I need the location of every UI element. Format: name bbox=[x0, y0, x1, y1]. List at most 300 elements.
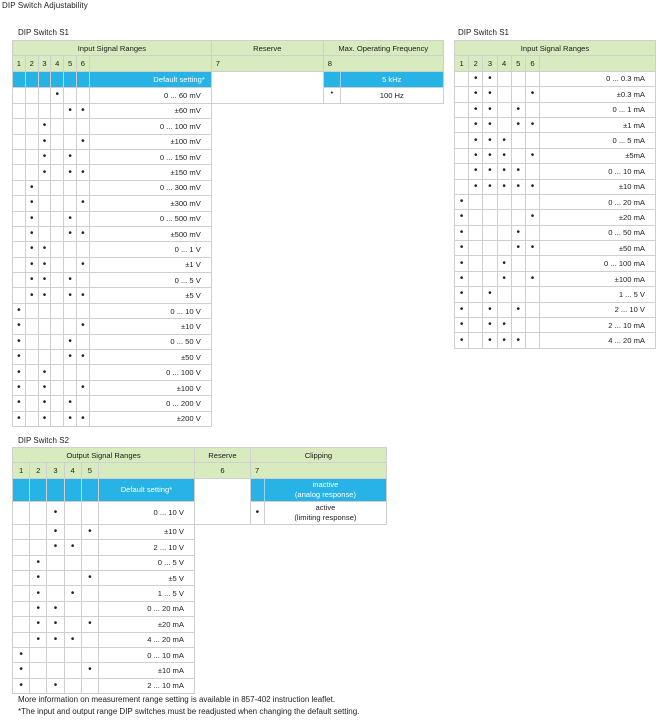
switch-dot: • bbox=[13, 303, 26, 318]
switch-dot: • bbox=[76, 411, 89, 426]
switch-dot: • bbox=[81, 524, 98, 539]
range-value: ±150 mV bbox=[89, 165, 211, 180]
switch-dot: • bbox=[81, 617, 98, 632]
empty-cell bbox=[211, 196, 323, 211]
switch-dot: • bbox=[483, 117, 497, 132]
s1-right-range-row bbox=[455, 225, 656, 240]
switch-dot: • bbox=[64, 632, 81, 647]
switch-dot: • bbox=[38, 380, 51, 395]
switch-dot bbox=[455, 87, 469, 102]
switch-dot: • bbox=[483, 333, 497, 348]
switch-dot: • bbox=[455, 287, 469, 302]
empty-cell bbox=[211, 149, 323, 164]
s1-left-range-row bbox=[13, 211, 444, 226]
switch-dot bbox=[13, 134, 26, 149]
range-value: ±100 V bbox=[89, 380, 211, 395]
switch-dot bbox=[455, 102, 469, 117]
switch-dot bbox=[51, 257, 64, 272]
default-cell bbox=[81, 478, 98, 501]
s1-left-range-row bbox=[13, 303, 444, 318]
switch-dot bbox=[25, 319, 38, 334]
switch-dot bbox=[76, 334, 89, 349]
range-value: 0 ... 200 V bbox=[89, 396, 211, 411]
empty-cell bbox=[250, 632, 264, 647]
switch-dot bbox=[525, 225, 539, 240]
range-value: 0 ... 100 V bbox=[89, 365, 211, 380]
empty-cell bbox=[323, 303, 443, 318]
switch-dot: • bbox=[525, 87, 539, 102]
empty-cell bbox=[211, 288, 323, 303]
empty-cell bbox=[323, 365, 443, 380]
freq-option-value: 100 Hz bbox=[379, 90, 404, 100]
empty-cell bbox=[264, 632, 386, 647]
range-value: 2 ... 10 mA bbox=[98, 678, 194, 693]
switch-dot bbox=[64, 119, 77, 134]
switch-dot: • bbox=[13, 647, 30, 662]
switch-dot bbox=[30, 501, 47, 524]
switch-dot bbox=[13, 165, 26, 180]
switch-dot bbox=[64, 319, 77, 334]
range-value: ±5 V bbox=[89, 288, 211, 303]
s1-right-table bbox=[454, 40, 656, 349]
switch-number: 2 bbox=[30, 463, 47, 478]
switch-dot bbox=[51, 211, 64, 226]
switch-dot bbox=[13, 617, 30, 632]
switch-dot bbox=[51, 196, 64, 211]
switch-dot: • bbox=[469, 164, 483, 179]
empty-cell bbox=[323, 334, 443, 349]
switch-dot bbox=[64, 380, 77, 395]
switch-number: 4 bbox=[51, 56, 64, 71]
switch-dot bbox=[455, 179, 469, 194]
default-cell bbox=[47, 478, 64, 501]
s2-table bbox=[12, 447, 387, 694]
s1-right-range-row bbox=[455, 271, 656, 286]
range-value: 0 ... 10 mA bbox=[98, 647, 194, 662]
switch-dot: • bbox=[81, 663, 98, 678]
switch-dot: • bbox=[38, 273, 51, 288]
switch-dot: • bbox=[483, 164, 497, 179]
switch-dot bbox=[38, 211, 51, 226]
empty-cell bbox=[211, 134, 323, 149]
range-value: 1 ... 5 V bbox=[98, 586, 194, 601]
empty-cell bbox=[323, 196, 443, 211]
switch-dot bbox=[30, 524, 47, 539]
s1-left-caption: DIP Switch S1 bbox=[18, 28, 69, 37]
clipping-header: Clipping bbox=[250, 448, 386, 463]
empty-cell bbox=[323, 211, 443, 226]
switch-number: 5 bbox=[511, 56, 525, 71]
s1-right-range-row bbox=[455, 133, 656, 148]
switch-dot bbox=[81, 632, 98, 647]
switch-dot bbox=[511, 287, 525, 302]
range-value: 0 ... 50 mA bbox=[540, 225, 656, 240]
switch-dot bbox=[76, 365, 89, 380]
empty-cell bbox=[250, 678, 264, 693]
switch-dot: • bbox=[76, 103, 89, 118]
switch-dot: • bbox=[511, 302, 525, 317]
switch-dot: • bbox=[30, 570, 47, 585]
switch-dot bbox=[25, 87, 38, 103]
switch-dot: • bbox=[497, 148, 511, 163]
s1-left-range-row bbox=[13, 242, 444, 257]
range-value: ±5 V bbox=[98, 570, 194, 585]
switch-dot: • bbox=[76, 350, 89, 365]
switch-dot: • bbox=[483, 133, 497, 148]
switch-dot bbox=[25, 380, 38, 395]
switch-number: 3 bbox=[38, 56, 51, 71]
empty-cell bbox=[211, 165, 323, 180]
empty-cell bbox=[211, 242, 323, 257]
empty-cell bbox=[194, 570, 250, 585]
switch-dot bbox=[81, 501, 98, 524]
reserve-cell bbox=[194, 478, 250, 524]
range-value: 0 ... 300 mV bbox=[89, 180, 211, 195]
switch-dot bbox=[525, 256, 539, 271]
empty-cell bbox=[323, 180, 443, 195]
switch-dot bbox=[455, 117, 469, 132]
clip-option-line: inactive bbox=[312, 480, 339, 490]
switch-dot bbox=[455, 71, 469, 86]
switch-dot: • bbox=[469, 148, 483, 163]
empty-cell bbox=[323, 134, 443, 149]
switch-dot: • bbox=[469, 117, 483, 132]
range-value: ±100 mA bbox=[540, 271, 656, 286]
s1-right-range-row bbox=[455, 256, 656, 271]
s2-range-row bbox=[13, 586, 387, 601]
switch-dot: • bbox=[483, 102, 497, 117]
switch-dot: • bbox=[25, 273, 38, 288]
clip-option-line: active bbox=[315, 503, 336, 513]
switch-dot: • bbox=[25, 257, 38, 272]
s1-left-range-row bbox=[13, 196, 444, 211]
empty-cell bbox=[250, 601, 264, 616]
switch-dot bbox=[13, 226, 26, 241]
switch-dot bbox=[525, 71, 539, 86]
default-cell bbox=[64, 478, 81, 501]
switch-dot: • bbox=[38, 257, 51, 272]
switch-dot bbox=[64, 196, 77, 211]
switch-number: 6 bbox=[76, 56, 89, 71]
switch-dot: • bbox=[30, 617, 47, 632]
switch-dot bbox=[25, 396, 38, 411]
switch-dot bbox=[455, 133, 469, 148]
switch-dot bbox=[13, 524, 30, 539]
empty-cell bbox=[211, 273, 323, 288]
switch-dot bbox=[25, 134, 38, 149]
switch-number: 3 bbox=[483, 56, 497, 71]
switch-dot bbox=[51, 134, 64, 149]
s1-right-range-row bbox=[455, 179, 656, 194]
switch-dot: • bbox=[38, 365, 51, 380]
empty-cell bbox=[250, 586, 264, 601]
empty-cell bbox=[211, 350, 323, 365]
empty-cell bbox=[264, 678, 386, 693]
s2-sheet bbox=[12, 447, 387, 694]
empty-cell bbox=[211, 396, 323, 411]
switch-dot: • bbox=[64, 149, 77, 164]
switch-dot: • bbox=[483, 71, 497, 86]
empty-cell bbox=[211, 319, 323, 334]
range-value: 0 ... 5 mA bbox=[540, 133, 656, 148]
switch-dot bbox=[25, 119, 38, 134]
switch-dot bbox=[13, 586, 30, 601]
range-value: 2 ... 10 V bbox=[98, 540, 194, 555]
switch-dot bbox=[469, 194, 483, 209]
switch-dot bbox=[81, 586, 98, 601]
s1-right-range-row bbox=[455, 333, 656, 348]
switch-dot: • bbox=[511, 179, 525, 194]
switch-dot bbox=[497, 194, 511, 209]
switch-dot: • bbox=[497, 256, 511, 271]
switch-dot bbox=[13, 555, 30, 570]
switch-dot bbox=[25, 103, 38, 118]
switch-dot bbox=[64, 365, 77, 380]
empty-cell bbox=[211, 334, 323, 349]
switch-dot bbox=[51, 396, 64, 411]
switch-dot: • bbox=[25, 211, 38, 226]
empty-cell bbox=[323, 257, 443, 272]
s1-left-range-row bbox=[13, 350, 444, 365]
range-value: ±1 mA bbox=[540, 117, 656, 132]
empty-cell bbox=[211, 103, 323, 118]
switch-dot: • bbox=[455, 210, 469, 225]
switch-dot: • bbox=[469, 87, 483, 102]
range-value: ±50 mA bbox=[540, 241, 656, 256]
s1-right-range-row bbox=[455, 241, 656, 256]
empty-cell bbox=[323, 380, 443, 395]
empty-cell bbox=[323, 103, 443, 118]
switch-dot: • bbox=[38, 411, 51, 426]
switch-dot bbox=[497, 87, 511, 102]
switch-dot bbox=[47, 663, 64, 678]
range-value: ±20 mA bbox=[540, 210, 656, 225]
switch-number: 5 bbox=[64, 56, 77, 71]
switch-dot: • bbox=[30, 586, 47, 601]
switch-number: 3 bbox=[47, 463, 64, 478]
switch-dot bbox=[25, 149, 38, 164]
switch-dot bbox=[13, 632, 30, 647]
s1-left-range-row bbox=[13, 226, 444, 241]
switch-dot bbox=[483, 271, 497, 286]
switch-dot: • bbox=[525, 179, 539, 194]
s1-right-range-row bbox=[455, 318, 656, 333]
empty-cell bbox=[264, 540, 386, 555]
s2-range-row bbox=[13, 617, 387, 632]
s1-right-range-row bbox=[455, 287, 656, 302]
s2-default-row bbox=[13, 478, 387, 501]
switch-dot bbox=[81, 540, 98, 555]
switch-dot: • bbox=[76, 196, 89, 211]
switch-dot: • bbox=[525, 210, 539, 225]
s1-right-range-row bbox=[455, 164, 656, 179]
switch-dot: • bbox=[76, 226, 89, 241]
range-value: 0 ... 500 mV bbox=[89, 211, 211, 226]
switch-dot bbox=[51, 226, 64, 241]
switch-number: 2 bbox=[25, 56, 38, 71]
switch-dot bbox=[51, 165, 64, 180]
switch-dot: • bbox=[64, 411, 77, 426]
s1-left-range-row bbox=[13, 103, 444, 118]
switch-dot bbox=[483, 241, 497, 256]
clip-option-dot bbox=[250, 478, 264, 501]
empty-cell bbox=[250, 540, 264, 555]
empty-cell bbox=[323, 149, 443, 164]
switch-dot: • bbox=[64, 334, 77, 349]
switch-dot: • bbox=[81, 570, 98, 585]
s2-range-row bbox=[13, 678, 387, 693]
switch-dot bbox=[51, 119, 64, 134]
s1-right-range-row bbox=[455, 194, 656, 209]
switch-dot bbox=[497, 210, 511, 225]
empty-cell bbox=[211, 380, 323, 395]
clip-option-line: (limiting response) bbox=[294, 512, 357, 522]
switch-dot: • bbox=[483, 318, 497, 333]
switch-dot: • bbox=[38, 119, 51, 134]
range-value: 0 ... 10 mA bbox=[540, 164, 656, 179]
range-value: 0 ... 5 V bbox=[89, 273, 211, 288]
empty-cell bbox=[194, 678, 250, 693]
switch-number: 4 bbox=[497, 56, 511, 71]
empty-cell bbox=[211, 365, 323, 380]
switch-dot: • bbox=[483, 287, 497, 302]
switch-dot: • bbox=[64, 165, 77, 180]
empty-cell bbox=[323, 350, 443, 365]
switch-dot: • bbox=[13, 663, 30, 678]
s1-left-range-row bbox=[13, 257, 444, 272]
switch-dot: • bbox=[47, 617, 64, 632]
switch-dot bbox=[38, 180, 51, 195]
freq-switch-number: 8 bbox=[323, 56, 443, 71]
switch-dot bbox=[525, 133, 539, 148]
switch-dot: • bbox=[455, 194, 469, 209]
switch-dot: • bbox=[76, 319, 89, 334]
switch-dot bbox=[511, 210, 525, 225]
range-value: 0 ... 50 V bbox=[89, 334, 211, 349]
switch-dot bbox=[64, 555, 81, 570]
switch-dot bbox=[497, 117, 511, 132]
switch-number: 6 bbox=[525, 56, 539, 71]
switch-dot bbox=[469, 318, 483, 333]
range-value: ±300 mV bbox=[89, 196, 211, 211]
reserve-header: Reserve bbox=[211, 41, 323, 56]
range-value: ±200 V bbox=[89, 411, 211, 426]
switch-dot bbox=[511, 271, 525, 286]
switch-dot bbox=[511, 148, 525, 163]
switch-dot bbox=[38, 350, 51, 365]
switch-dot bbox=[76, 180, 89, 195]
empty-cell bbox=[323, 242, 443, 257]
switch-dot: • bbox=[30, 632, 47, 647]
s2-range-row bbox=[13, 524, 387, 539]
switch-dot bbox=[81, 555, 98, 570]
switch-dot bbox=[13, 242, 26, 257]
empty-cell bbox=[323, 288, 443, 303]
switch-dot bbox=[13, 180, 26, 195]
range-value: 4 ... 20 mA bbox=[540, 333, 656, 348]
range-value: ±10 mA bbox=[540, 179, 656, 194]
switch-dot: • bbox=[469, 179, 483, 194]
switch-dot bbox=[51, 365, 64, 380]
empty-cell bbox=[250, 617, 264, 632]
switch-dot bbox=[76, 303, 89, 318]
switch-dot: • bbox=[25, 180, 38, 195]
empty-cell bbox=[194, 663, 250, 678]
s1-right-range-row bbox=[455, 102, 656, 117]
switch-dot: • bbox=[76, 257, 89, 272]
s1-right-header-row bbox=[455, 41, 656, 56]
switch-dot bbox=[38, 87, 51, 103]
clip-option-dot: • bbox=[250, 501, 264, 524]
switch-dot bbox=[25, 303, 38, 318]
switch-number: 5 bbox=[81, 463, 98, 478]
switch-dot bbox=[51, 149, 64, 164]
switch-dot bbox=[525, 333, 539, 348]
switch-dot bbox=[511, 71, 525, 86]
switch-dot: • bbox=[525, 117, 539, 132]
range-value: 2 ... 10 mA bbox=[540, 318, 656, 333]
switch-dot bbox=[25, 334, 38, 349]
default-setting-label: Default setting* bbox=[89, 71, 211, 87]
switch-dot bbox=[13, 540, 30, 555]
switch-dot: • bbox=[525, 241, 539, 256]
switch-dot: • bbox=[64, 586, 81, 601]
switch-dot bbox=[64, 87, 77, 103]
range-value: 0 ... 1 V bbox=[89, 242, 211, 257]
range-value: 1 ... 5 V bbox=[540, 287, 656, 302]
switch-dot bbox=[497, 241, 511, 256]
empty-cell bbox=[194, 647, 250, 662]
s1-right-range-row bbox=[455, 210, 656, 225]
switch-dot: • bbox=[13, 334, 26, 349]
default-cell bbox=[30, 478, 47, 501]
switch-dot: • bbox=[497, 133, 511, 148]
footnote-default: *The input and output range DIP switches must be readjusted when changing the default setting. bbox=[18, 706, 360, 716]
switch-dot bbox=[25, 411, 38, 426]
switch-dot bbox=[38, 103, 51, 118]
switch-dot: • bbox=[13, 350, 26, 365]
s2-range-row bbox=[13, 632, 387, 647]
range-value: 0 ... 10 V bbox=[98, 501, 194, 524]
switch-dot bbox=[13, 257, 26, 272]
reserve-switch-number: 7 bbox=[211, 56, 323, 71]
switch-number: 1 bbox=[455, 56, 469, 71]
switch-dot bbox=[64, 570, 81, 585]
switch-dot bbox=[469, 333, 483, 348]
switch-dot bbox=[25, 350, 38, 365]
empty-cell bbox=[194, 540, 250, 555]
empty-cell bbox=[264, 617, 386, 632]
s1-left-range-row bbox=[13, 365, 444, 380]
empty-cell bbox=[194, 555, 250, 570]
switch-dot: • bbox=[13, 319, 26, 334]
empty-cell bbox=[323, 273, 443, 288]
switch-dot bbox=[13, 196, 26, 211]
switch-dot: • bbox=[455, 302, 469, 317]
switch-dot: • bbox=[497, 318, 511, 333]
switch-dot: • bbox=[483, 302, 497, 317]
empty-cell bbox=[194, 524, 250, 539]
switch-dot: • bbox=[455, 271, 469, 286]
reserve-switch-number: 6 bbox=[194, 463, 250, 478]
freq-option-value: 5 kHz bbox=[341, 72, 443, 87]
switch-dot bbox=[64, 663, 81, 678]
clip-switch-number: 7 bbox=[250, 463, 386, 478]
switch-dot bbox=[81, 601, 98, 616]
switch-dot: • bbox=[25, 196, 38, 211]
switch-dot: • bbox=[469, 102, 483, 117]
s1-left-range-row bbox=[13, 334, 444, 349]
